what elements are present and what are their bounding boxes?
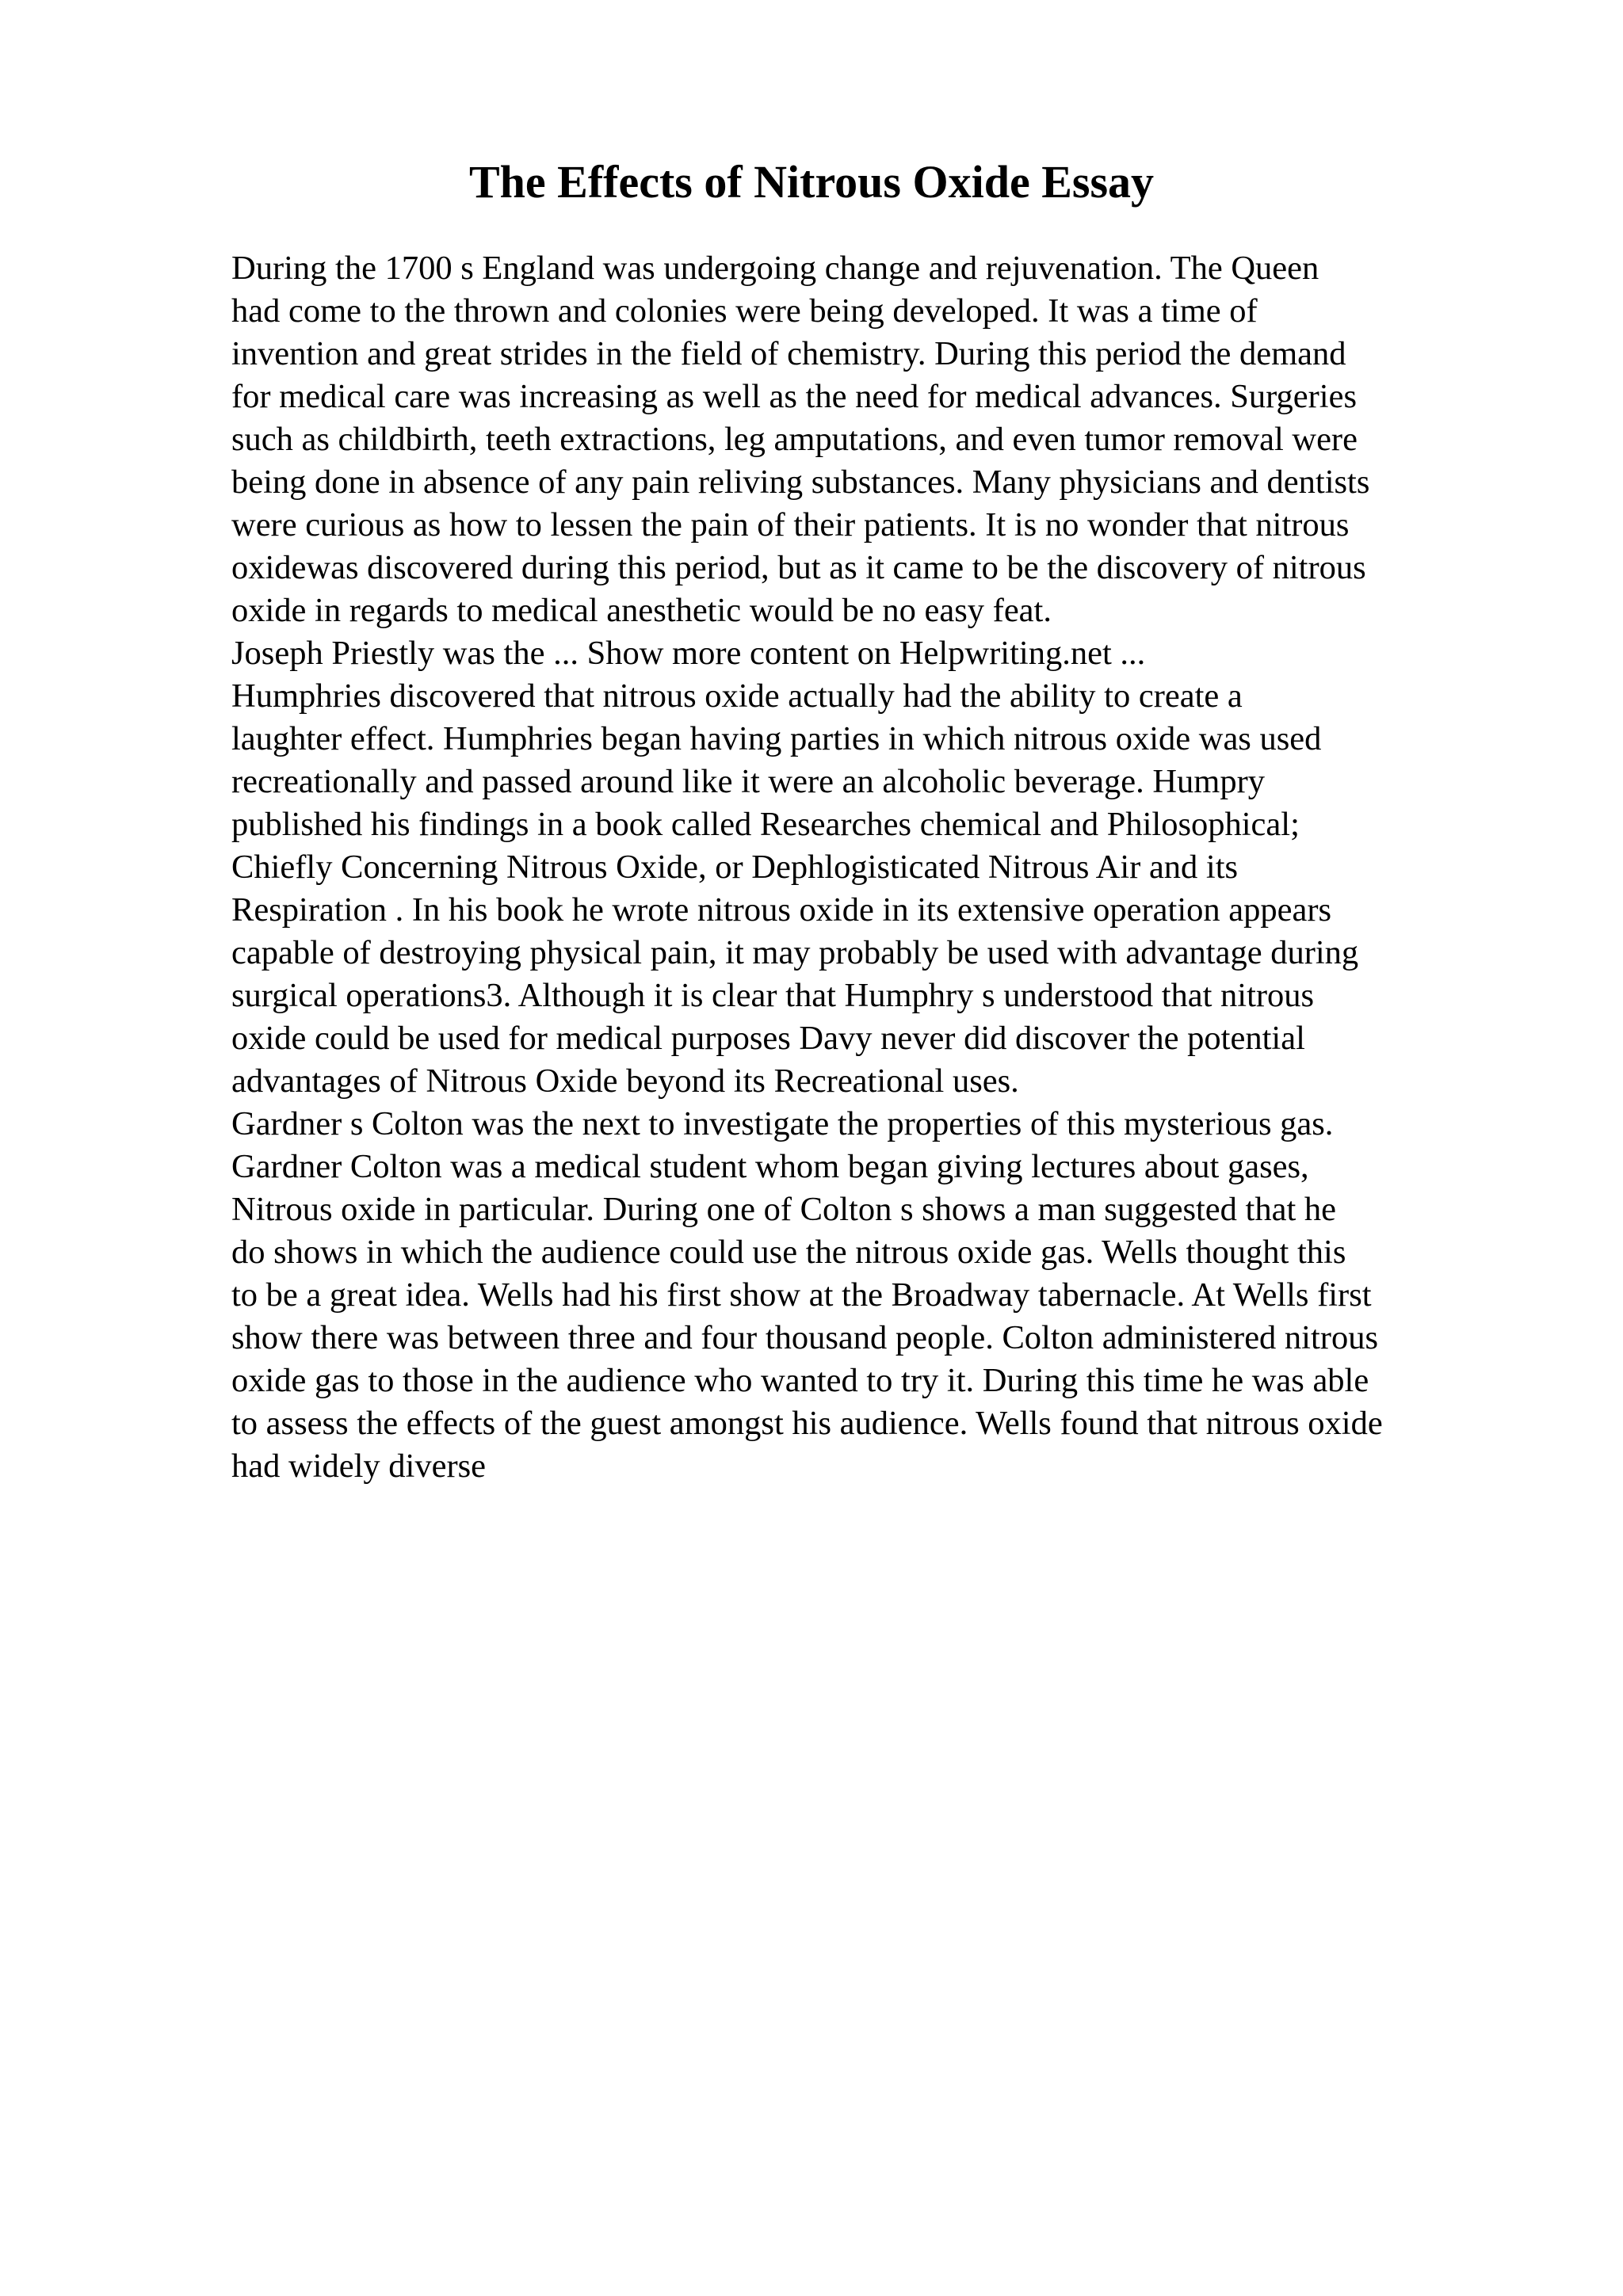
essay-line: Gardner Colton was a medical student whom began giving lectures about gases, xyxy=(231,1148,1309,1185)
essay-line: oxidewas discovered during this period, but as it came to be the discovery of nitrous xyxy=(231,549,1366,586)
essay-line: laughter effect. Humphries began having parties in which nitrous oxide was used xyxy=(231,720,1322,757)
essay-line: oxide in regards to medical anesthetic would be no easy feat. xyxy=(231,592,1052,629)
essay-body xyxy=(231,247,1610,1488)
essay-line: Joseph Priestly was the ... Show more content on Helpwriting.net ... xyxy=(231,635,1146,672)
essay-line: During the 1700 s England was undergoing change and rejuvenation. The Queen xyxy=(231,250,1319,287)
essay-line: had widely diverse xyxy=(231,1447,487,1485)
essay-line: oxide gas to those in the audience who wanted to try it. During this time he was able xyxy=(231,1362,1369,1399)
essay-line: Chiefly Concerning Nitrous Oxide, or Dephlogisticated Nitrous Air and its xyxy=(231,849,1239,886)
essay-line: to be a great idea. Wells had his first show at the Broadway tabernacle. At Wells first xyxy=(231,1276,1372,1314)
essay-line: Nitrous oxide in particular. During one of Colton s shows a man suggested that he xyxy=(231,1191,1337,1228)
document-title: The Effects of Nitrous Oxide Essay xyxy=(468,156,1155,208)
essay-line: Gardner s Colton was the next to investigate the properties of this mysterious gas. xyxy=(231,1105,1334,1142)
essay-line: Respiration . In his book he wrote nitrous oxide in its extensive operation appears xyxy=(231,891,1332,929)
essay-line: do shows in which the audience could use the nitrous oxide gas. Wells thought this xyxy=(231,1234,1346,1271)
essay-line: being done in absence of any pain reliving substances. Many physicians and dentists xyxy=(231,463,1370,501)
essay-line: were curious as how to lessen the pain of their patients. It is no wonder that nitrous xyxy=(231,506,1350,543)
essay-line: had come to the thrown and colonies were being developed. It was a time of xyxy=(231,292,1258,330)
essay-line: for medical care was increasing as well as the need for medical advances. Surgeries xyxy=(231,378,1357,415)
essay-line: Humphries discovered that nitrous oxide actually had the ability to create a xyxy=(231,677,1243,715)
essay-line: capable of destroying physical pain, it may probably be used with advantage during xyxy=(231,934,1359,971)
essay-line: oxide could be used for medical purposes Davy never did discover the potential xyxy=(231,1020,1305,1057)
essay-line: to assess the effects of the guest amongst his audience. Wells found that nitrous oxide xyxy=(231,1405,1383,1442)
essay-line: show there was between three and four thousand people. Colton administered nitrous xyxy=(231,1319,1378,1356)
essay-line: surgical operations3. Although it is clear that Humphry s understood that nitrous xyxy=(231,977,1315,1014)
essay-line: such as childbirth, teeth extractions, leg amputations, and even tumor removal were xyxy=(231,421,1358,458)
essay-line: recreationally and passed around like it were an alcoholic beverage. Humpry xyxy=(231,763,1265,800)
essay-line: published his findings in a book called Researches chemical and Philosophical; xyxy=(231,806,1300,843)
essay-line: invention and great strides in the field of chemistry. During this period the demand xyxy=(231,335,1346,372)
essay-line: advantages of Nitrous Oxide beyond its Recreational uses. xyxy=(231,1062,1019,1100)
